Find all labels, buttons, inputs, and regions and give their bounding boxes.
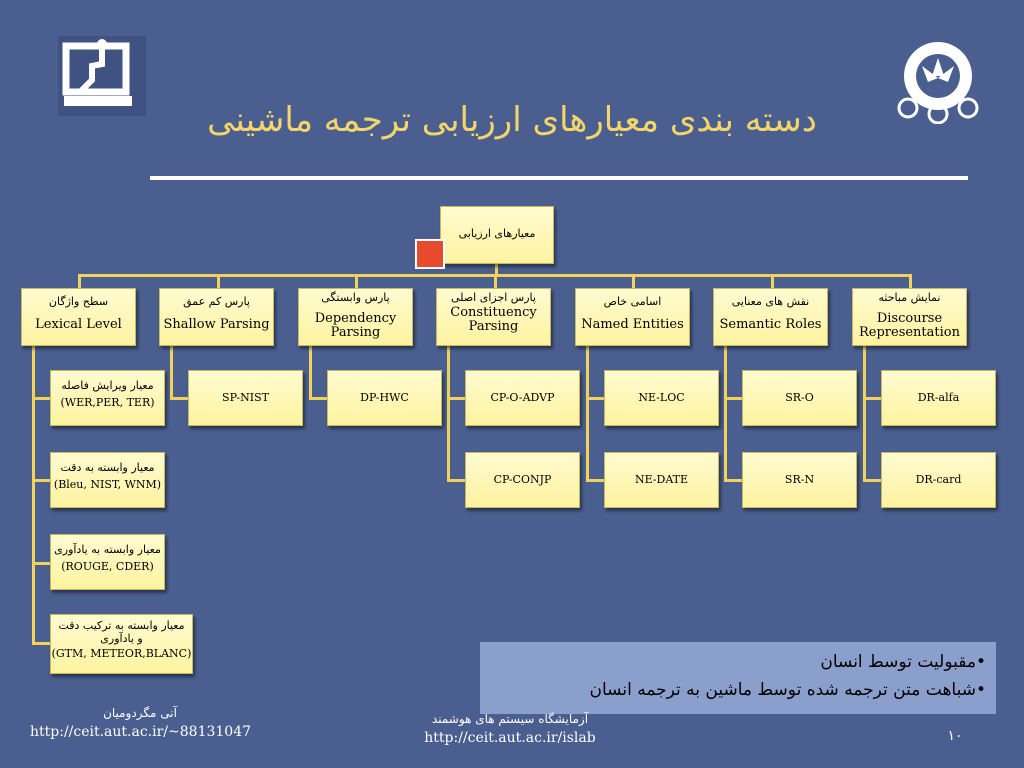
category-en-label: Discourse Representation [858,311,960,340]
category-semantic [713,288,828,346]
category-en-label: Semantic Roles [719,317,822,332]
page-number: ۱۰ [947,728,963,744]
connector [447,479,465,482]
leaf-label: CP-O-ADVP [490,391,555,404]
category-fa-label: سطح واژگان [48,295,109,308]
university-logo-icon [892,38,984,124]
connector [309,346,312,398]
child-fa-label: معیار وابسته به یادآوری [54,543,161,556]
lexical-child [50,534,165,590]
leaf-node [188,370,303,426]
category-fa-label: نمایش مباحثه [878,291,941,304]
root-node [440,206,554,264]
category-dependency [298,288,413,346]
footer-author [30,706,250,740]
connector [447,346,450,480]
connector [32,397,50,400]
leaf-node [465,370,580,426]
connector [724,479,742,482]
connector [863,479,881,482]
category-constituency [436,288,551,346]
leaf-label: SP-NIST [222,391,269,404]
connector [309,397,327,400]
bullet-text: شباهت متن ترجمه شده توسط ماشین به ترجمه انسان [589,680,976,700]
category-en-label: Named Entities [581,317,684,332]
lexical-child [50,370,165,426]
leaf-node [604,452,719,508]
lexical-child [50,614,193,674]
footer-author-url[interactable]: http://ceit.aut.ac.ir/~88131047 [30,724,252,740]
category-en-label: Lexical Level [35,317,122,332]
title-divider [150,176,968,180]
category-discourse [852,288,967,346]
footer-lab-url[interactable]: http://ceit.aut.ac.ir/islab [424,730,596,746]
leaf-node [742,370,857,426]
connector [170,346,173,398]
lexical-child [50,452,165,508]
root-label: معیارهای ارزیابی [458,227,536,240]
connector [586,397,604,400]
child-fa-label: معیار وابسته به ترکیب دقت و یادآوری [58,619,185,645]
connector [724,346,727,480]
category-fa-label: پارس کم عمق [183,295,250,308]
footer-lab [410,712,610,746]
connector [586,346,589,480]
leaf-node [881,452,996,508]
lab-logo-icon [58,36,146,116]
connector [863,346,866,480]
child-fa-label: معیار وابسته به دقت [60,461,155,474]
connector [170,397,188,400]
bullet-text: مقبولیت توسط انسان [820,652,976,672]
leaf-node [881,370,996,426]
category-fa-label: پارس وابستگی [321,291,390,304]
category-en-label: Constituency Parsing [450,305,537,334]
connector [32,562,50,565]
category-lexical [21,288,136,346]
slide-title: دسته بندی معیارهای ارزیابی ترجمه ماشینی [207,100,817,140]
footer-lab-name: آزمایشگاه سیستم های هوشمند [431,712,589,726]
child-fa-label: معیار ویرایش فاصله [61,379,154,392]
footer-author-name: آنی مگردومیان [103,706,177,720]
leaf-label: DP-HWC [360,391,409,404]
connector [863,397,881,400]
bullet-item: •مقبولیت توسط انسان [820,652,986,672]
leaf-label: SR-O [785,391,814,404]
connector [586,479,604,482]
leaf-label: NE-LOC [638,391,685,404]
connector [724,397,742,400]
bullet-panel [480,642,996,714]
connector [32,479,50,482]
category-named [575,288,690,346]
connector [32,642,50,645]
child-en-label: (Bleu, NIST, WNM) [53,478,162,491]
leaf-label: DR-alfa [917,391,960,404]
leaf-node [465,452,580,508]
leaf-label: SR-N [784,473,815,486]
leaf-label: DR-card [915,473,962,486]
leaf-node [604,370,719,426]
category-en-label: Shallow Parsing [163,317,270,332]
child-en-label: (WER,PER, TER) [60,396,155,409]
leaf-node [327,370,442,426]
leaf-node [742,452,857,508]
category-fa-label: پارس اجزای اصلی [451,291,536,304]
category-en-label: Dependency Parsing [314,311,397,340]
leaf-label: NE-DATE [634,473,689,486]
child-en-label: (GTM, METEOR,BLANC) [51,647,192,660]
connector [447,397,465,400]
category-shallow [159,288,274,346]
bullet-item: •شباهت متن ترجمه شده توسط ماشین به ترجمه انسان [589,680,986,700]
child-en-label: (ROUGE, CDER) [61,560,154,573]
leaf-label: CP-CONJP [493,473,552,486]
marker-square [415,239,445,269]
connector [32,346,35,644]
category-fa-label: اسامی خاص [603,295,662,308]
category-fa-label: نقش های معنایی [731,295,810,308]
